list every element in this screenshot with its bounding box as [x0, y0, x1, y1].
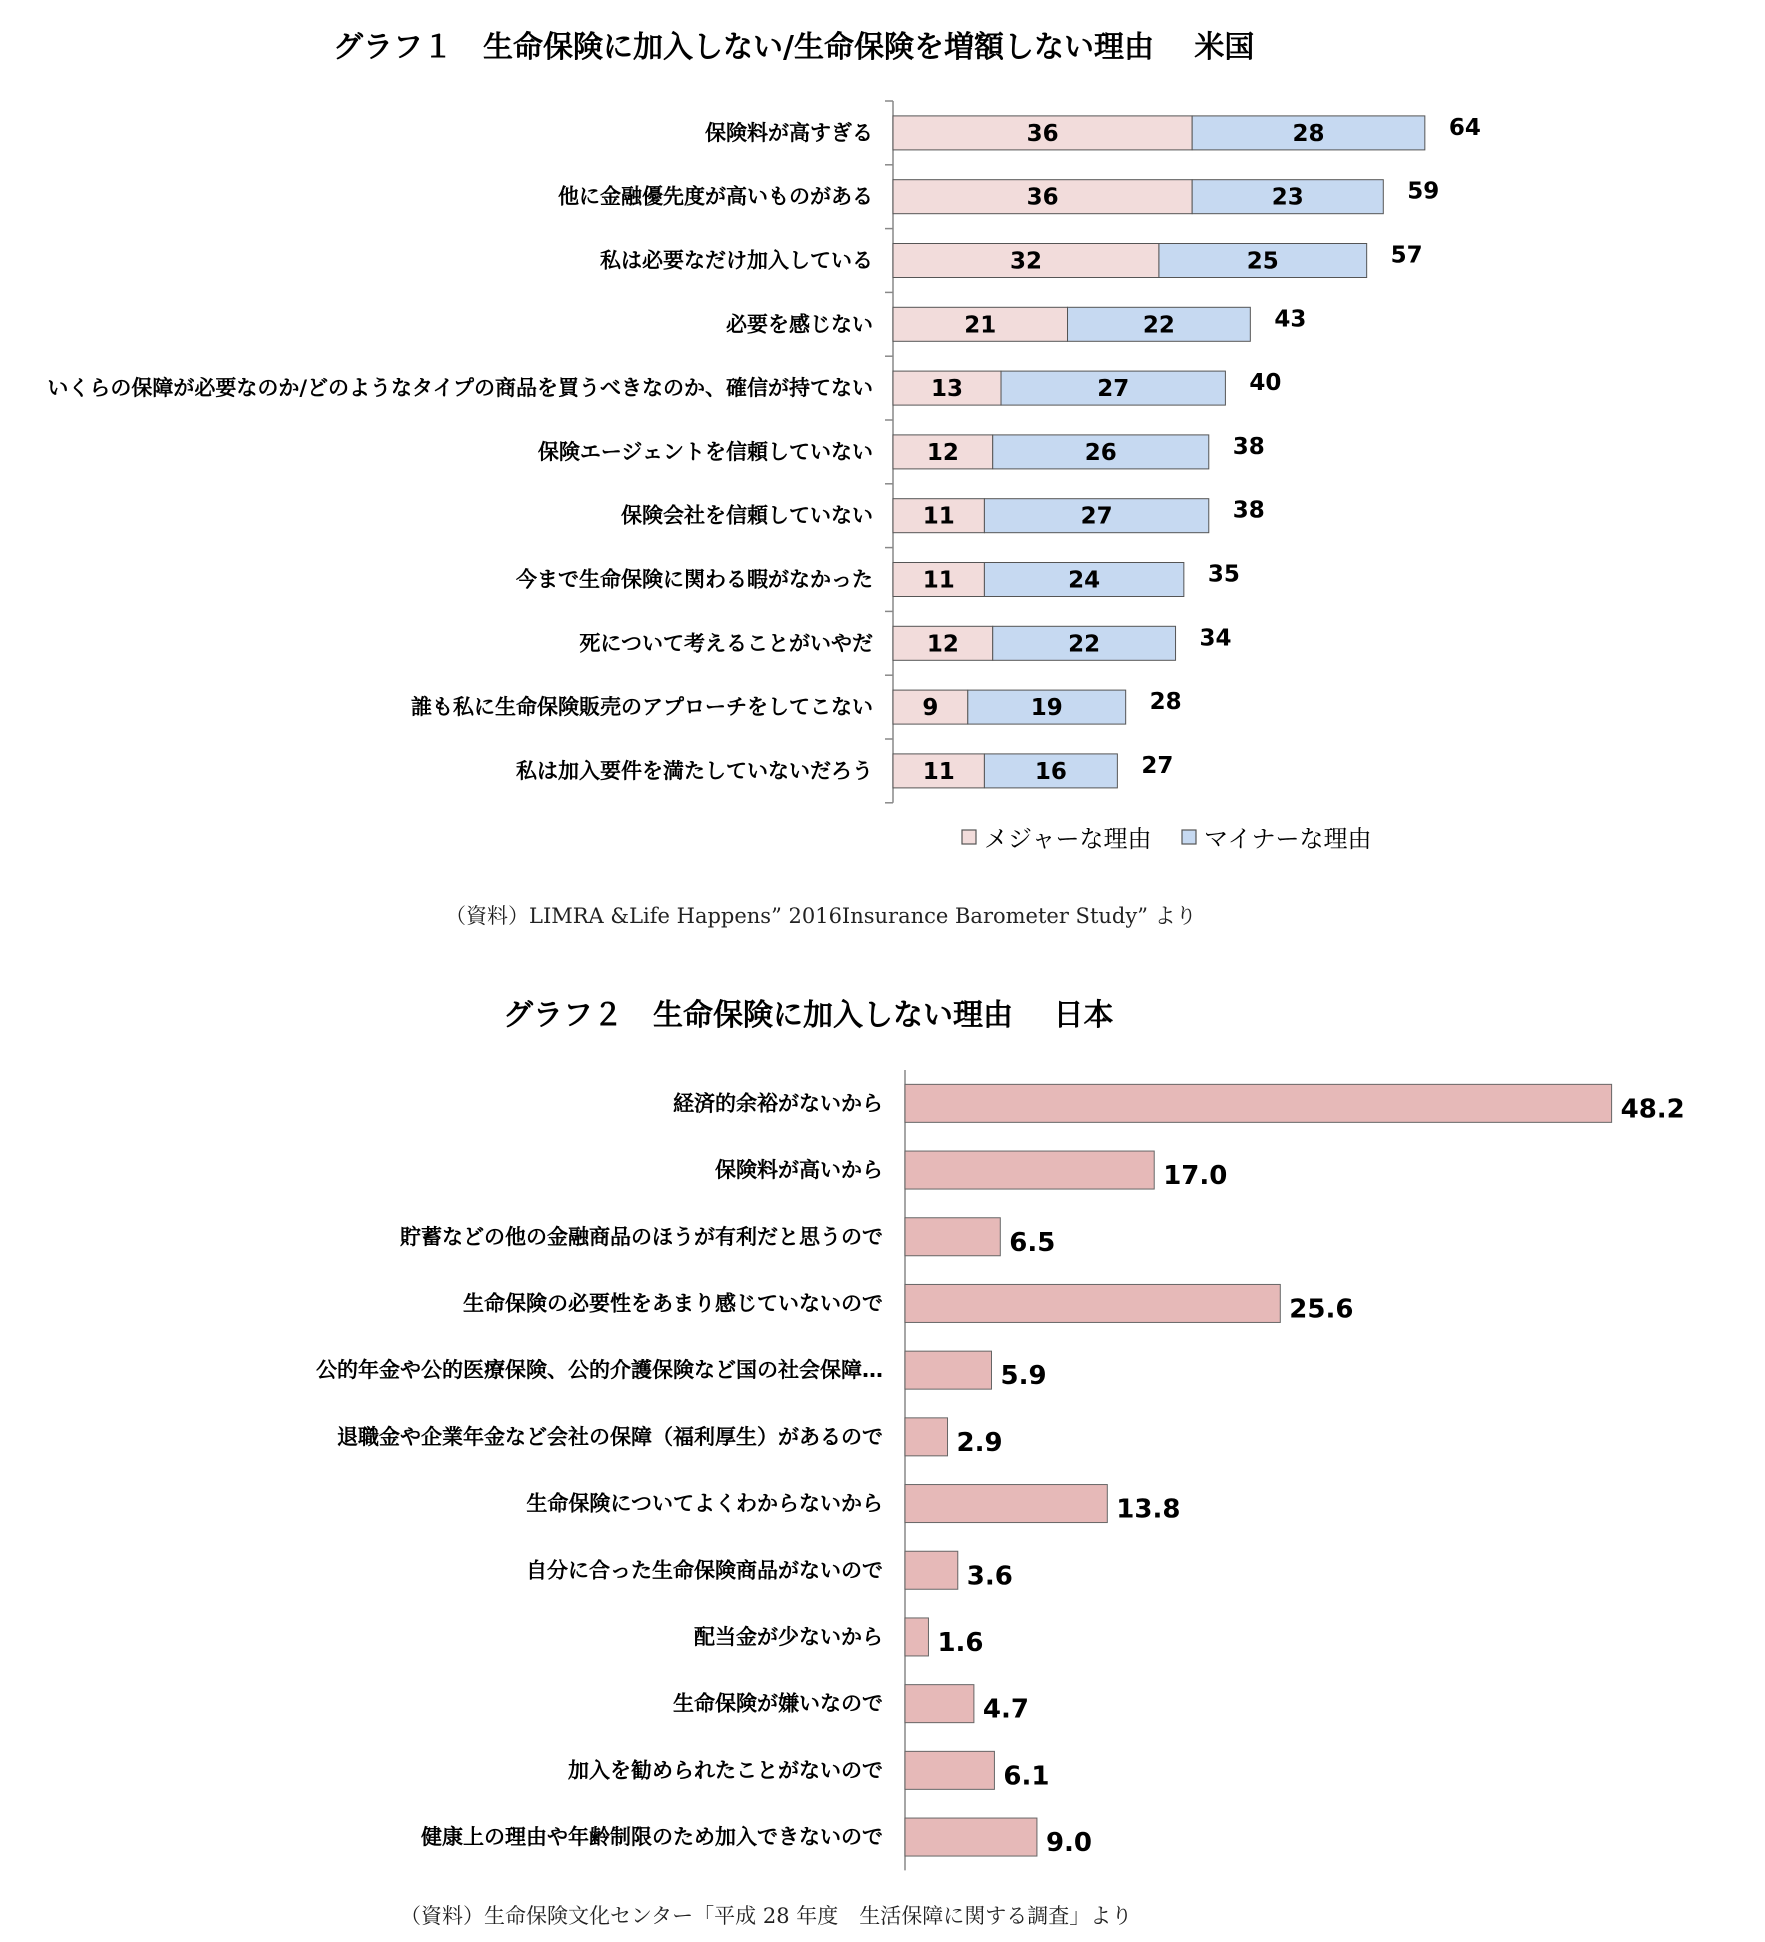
chart1-total-label: 59: [1407, 178, 1440, 205]
chart2-value-label: 25.6: [1289, 1294, 1354, 1325]
chart2-title: グラフ２ 生命保険に加入しない理由 日本: [503, 998, 1114, 1033]
chart1-segment-label: 12: [926, 631, 959, 658]
chart1-segment-label: 23: [1271, 184, 1304, 211]
chart1-source: （資料）LIMRA &Life Happens” 2016Insurance Barometer Study” より: [445, 904, 1197, 928]
chart1-category-label: 今まで生命保険に関わる暇がなかった: [516, 567, 873, 592]
chart2-value-label: 4.7: [982, 1694, 1029, 1725]
chart1-category-label: いくらの保障が必要なのか/どのようなタイプの商品を買うべきなのか、確信が持てない: [47, 376, 873, 401]
chart1-segment-label: 19: [1030, 695, 1063, 722]
chart1-segment-label: 12: [926, 439, 959, 466]
chart1-segment-label: 13: [931, 376, 964, 403]
chart1-category-label: 保険エージェントを信頼していない: [537, 439, 873, 464]
chart1-category-label: 保険料が高すぎる: [705, 120, 873, 145]
chart2-category-label: 保険料が高いから: [715, 1158, 883, 1183]
chart2-bar: [905, 1485, 1107, 1523]
chart2-category-label: 生命保険が嫌いなので: [673, 1691, 883, 1716]
chart2-category-label: 配当金が少ないから: [694, 1624, 883, 1649]
chart1-segment-label: 26: [1084, 439, 1117, 466]
chart2-bar: [905, 1685, 974, 1723]
chart1-segment-label: 21: [964, 312, 997, 339]
chart2-bar: [905, 1351, 991, 1389]
chart2-category-label: 退職金や企業年金など会社の保障（福利厚生）があるので: [337, 1424, 883, 1449]
chart2-value-label: 13.8: [1116, 1494, 1181, 1525]
chart2-category-label: 生命保険についてよくわからないから: [526, 1491, 883, 1516]
chart1-legend: [962, 825, 1372, 853]
chart2-bar: [905, 1551, 958, 1589]
chart1-segment-label: 36: [1026, 120, 1059, 147]
chart1-segment-label: 11: [922, 567, 955, 594]
chart1-total-label: 27: [1141, 752, 1174, 779]
chart2-value-label: 3.6: [966, 1561, 1013, 1592]
chart1-category-label: 私は加入要件を満たしていないだろう: [516, 758, 873, 783]
chart2-bars: [316, 1084, 1685, 1858]
chart1-segment-label: 11: [922, 503, 955, 530]
chart2-category-label: 加入を勧められたことがないので: [568, 1758, 883, 1783]
chart2-value-label: 6.5: [1009, 1227, 1056, 1258]
chart1-total-label: 38: [1232, 497, 1265, 524]
chart1-segment-label: 16: [1034, 758, 1067, 785]
chart2-source: （資料）生命保険文化センター「平成 28 年度 生活保障に関する調査」より: [400, 1904, 1133, 1928]
chart1-total-label: 28: [1149, 689, 1182, 716]
chart1-segment-label: 24: [1068, 567, 1101, 594]
chart1-category-label: 他に金融優先度が高いものがある: [558, 184, 873, 209]
chart1-segment-label: 9: [922, 695, 939, 722]
chart1-axis-group: [885, 101, 893, 803]
chart2-bar: [905, 1418, 948, 1456]
chart2-bar: [905, 1818, 1037, 1856]
chart1-legend-label-minor: マイナーな理由: [1204, 825, 1372, 853]
chart2-value-label: 6.1: [1003, 1761, 1050, 1792]
chart1-total-label: 34: [1199, 625, 1232, 652]
chart1-segment-label: 32: [1009, 248, 1042, 275]
chart1-segment-label: 22: [1068, 631, 1101, 658]
chart2-bar: [905, 1618, 928, 1656]
chart1-segment-label: 25: [1246, 248, 1279, 275]
chart1-segment-label: 27: [1080, 503, 1113, 530]
chart1-segment-label: 27: [1097, 376, 1130, 403]
chart2-bar: [905, 1151, 1154, 1189]
chart2-value-label: 1.6: [937, 1627, 984, 1658]
chart1-svg: [0, 0, 1765, 870]
chart1-title: グラフ１ 生命保険に加入しない/生命保険を増額しない理由 米国: [333, 30, 1255, 65]
chart2-category-label: 健康上の理由や年齢制限のため加入できないので: [421, 1825, 883, 1850]
chart2-bar: [905, 1284, 1280, 1322]
chart2-bar: [905, 1218, 1000, 1256]
chart2-value-label: 48.2: [1620, 1094, 1685, 1125]
chart2-value-label: 2.9: [956, 1427, 1003, 1458]
chart2-value-label: 9.0: [1045, 1828, 1093, 1859]
chart1-bars: [47, 115, 1480, 788]
chart2-bar: [905, 1751, 994, 1789]
chart2-category-label: 生命保険の必要性をあまり感じていないので: [463, 1291, 883, 1316]
chart1-total-label: 57: [1390, 242, 1423, 269]
chart2-value-label: 5.9: [1000, 1361, 1047, 1392]
chart1-total-label: 38: [1232, 433, 1265, 460]
chart2-bar: [905, 1084, 1612, 1122]
chart1-category-label: 死について考えることがいやだ: [579, 631, 873, 656]
chart1-segment-label: 28: [1292, 120, 1325, 147]
chart2-category-label: 自分に合った生命保険商品がないので: [526, 1558, 883, 1583]
chart1-category-label: 保険会社を信頼していない: [621, 503, 873, 528]
chart1-legend-swatch-minor: [1182, 830, 1196, 844]
chart1-category-label: 必要を感じない: [726, 312, 873, 337]
chart1-total-label: 35: [1207, 561, 1240, 588]
chart2-category-label: 公的年金や公的医療保険、公的介護保険など国の社会保障…: [316, 1358, 883, 1383]
chart1-total-label: 43: [1274, 306, 1307, 333]
chart2-svg: [0, 1040, 1765, 1940]
chart2-value-label: 17.0: [1163, 1161, 1228, 1192]
chart2-category-label: 経済的余裕がないから: [673, 1091, 883, 1116]
chart2-category-label: 貯蓄などの他の金融商品のほうが有利だと思うので: [400, 1224, 883, 1249]
chart1-category-label: 誰も私に生命保険販売のアプローチをしてこない: [411, 695, 873, 720]
chart1-total-label: 64: [1448, 114, 1481, 141]
chart1-category-label: 私は必要なだけ加入している: [600, 248, 873, 273]
chart1-segment-label: 36: [1026, 184, 1059, 211]
chart1-legend-label-major: メジャーな理由: [984, 825, 1152, 853]
chart1-segment-label: 22: [1142, 312, 1175, 339]
chart1-legend-swatch-major: [962, 830, 976, 844]
chart1-segment-label: 11: [922, 758, 955, 785]
chart1-total-label: 40: [1249, 370, 1282, 397]
